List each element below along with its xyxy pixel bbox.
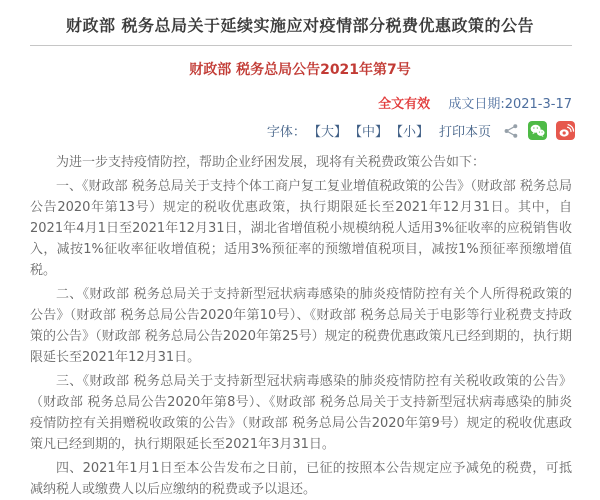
meta-row [0, 93, 572, 112]
document-paragraph: 三、《财政部 税务总局关于支持新型冠状病毒感染的肺炎疫情防控有关税收政策的公告》（财政部 税务总局公告2020年第8号）、《财政部 税务总局关于支持新型冠状病毒感染的肺炎疫情防控有关捐赠税收政策的公告》（财政部 税务总局公告2020年第9号）规定的税收优惠政策凡已经到期的，执行期限延长至2021年3月31日。 [30, 374, 572, 452]
page-toolbar [0, 121, 575, 140]
title-divider [30, 45, 572, 46]
document-paragraph: 四、2021年1月1日至本公告发布之日前，已征的按照本公告规定应予减免的税费，可抵减纳税人或缴费人以后应缴纳的税费或予以退还。 [30, 461, 572, 497]
document-body [30, 152, 572, 500]
document-paragraph: 一、《财政部 税务总局关于支持个体工商户复工复业增值税政策的公告》（财政部 税务总局公告2020年第13号）规定的税收优惠政策，执行期限延长至2021年12月31日。其中，自2021年4月1日至2021年12月31日，湖北省增值税小规模纳税人适用3%征收率的应税销售收入，减按1%征收率征收增值税；适用3%预征率的预缴增值税项目，减按1%预征率预缴增值税。 [30, 179, 572, 278]
document-paragraph: 二、《财政部 税务总局关于支持新型冠状病毒感染的肺炎疫情防控有关个人所得税政策的公告》（财政部 税务总局公告2020年第10号）、《财政部 税务总局关于电影等行业税费支持政策的公告》（财政部 税务总局公告2020年第25号）规定的税费优惠政策凡已经到期的，执行期限延长至2021年12月31日。 [30, 287, 572, 365]
wechat-icon[interactable] [528, 121, 547, 140]
weibo-icon[interactable] [556, 121, 575, 140]
page-title: 财政部 税务总局关于延续实施应对疫情部分税费优惠政策的公告 [65, 16, 535, 35]
issue-date: 成文日期:2021-3-17 [448, 97, 572, 112]
document-number: 财政部 税务总局公告2021年第7号 [189, 62, 411, 78]
font-size-label: 字体： [266, 125, 306, 140]
document-paragraph: 为进一步支持疫情防控，帮助企业纾困发展，现将有关税费政策公告如下： [56, 155, 486, 170]
validity-status-badge: 全文有效 [378, 97, 431, 112]
font-size-medium-button[interactable]: 【中】 [348, 125, 388, 140]
announcement-page [0, 13, 600, 497]
share-icon[interactable] [503, 123, 519, 139]
font-size-large-button[interactable]: 【大】 [307, 125, 347, 140]
font-size-small-button[interactable]: 【小】 [389, 125, 429, 140]
print-page-button[interactable]: 打印本页 [438, 125, 491, 140]
